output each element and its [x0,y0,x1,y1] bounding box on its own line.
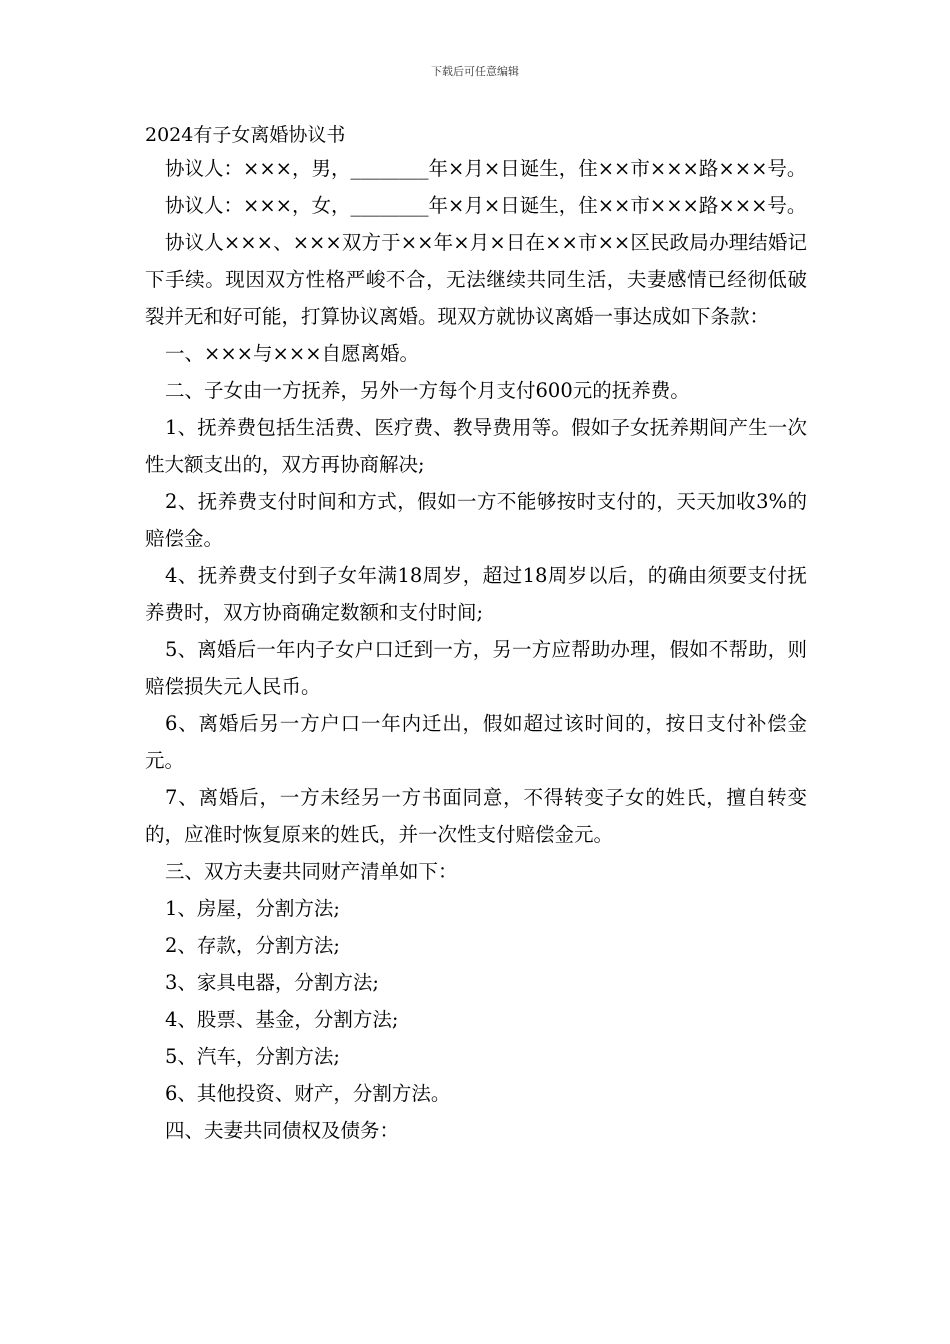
paragraph-clause-3-item-5: 5、汽车，分割方法; [165,1045,340,1068]
paragraph-clause-2: 二、子女由一方抚养，另外一方每个月支付600元的抚养费。 [165,379,690,402]
paragraph-clause-2-item-1: 1、抚养费包括生活费、医疗费、教导费用等。假如子女抚养期间产生一次性大额支出的，双方再协商解决; [145,416,807,476]
paragraph-clause-1: 一、×××与×××自愿离婚。 [165,342,420,365]
paragraph-clause-2-item-4: 4、抚养费支付到子女年满18周岁，超过18周岁以后，的确由须要支付抚养费时，双方协商确定数额和支付时间; [145,564,807,624]
page-header-note: 下载后可任意编辑 [431,65,519,78]
paragraph-clause-2-item-2: 2、抚养费支付时间和方式，假如一方不能够按时支付的，天天加收3%的赔偿金。 [145,490,807,550]
paragraph-clause-2-item-5: 5、离婚后一年内子女户口迁到一方，另一方应帮助办理，假如不帮助，则赔偿损失元人民币。 [145,638,807,698]
paragraph-clause-3-item-1: 1、房屋，分割方法; [165,897,340,920]
paragraph-clause-3-item-6: 6、其他投资、财产，分割方法。 [165,1082,451,1105]
paragraph-party-2: 协议人：×××，女，________年×月×日诞生，住××市×××路×××号。 [165,194,807,217]
document-title: 2024有子女离婚协议书 [145,124,346,146]
paragraph-clause-3-item-3: 3、家具电器，分割方法; [165,971,379,994]
paragraph-clause-2-item-7: 7、离婚后，一方未经另一方书面同意，不得转变子女的姓氏，擅自转变的，应准时恢复原来的姓氏，并一次性支付赔偿金元。 [145,786,807,846]
paragraph-preamble: 协议人×××、×××双方于××年×月×日在××市××区民政局办理结婚记下手续。现因双方性格严峻不合，无法继续共同生活，夫妻感情已经彻低破裂并无和好可能，打算协议离婚。现双方就协议离婚一事达成如下条款： [145,231,807,328]
paragraph-clause-2-item-6: 6、离婚后另一方户口一年内迁出，假如超过该时间的，按日支付补偿金元。 [145,712,807,772]
paragraph-clause-3: 三、双方夫妻共同财产清单如下： [165,860,458,883]
paragraph-clause-3-item-4: 4、股票、基金，分割方法; [165,1008,399,1031]
paragraph-clause-3-item-2: 2、存款，分割方法; [165,934,340,957]
paragraph-party-1: 协议人：×××，男，________年×月×日诞生，住××市×××路×××号。 [165,157,807,180]
document-body [145,120,807,1149]
paragraph-clause-4: 四、夫妻共同债权及债务： [165,1119,400,1142]
